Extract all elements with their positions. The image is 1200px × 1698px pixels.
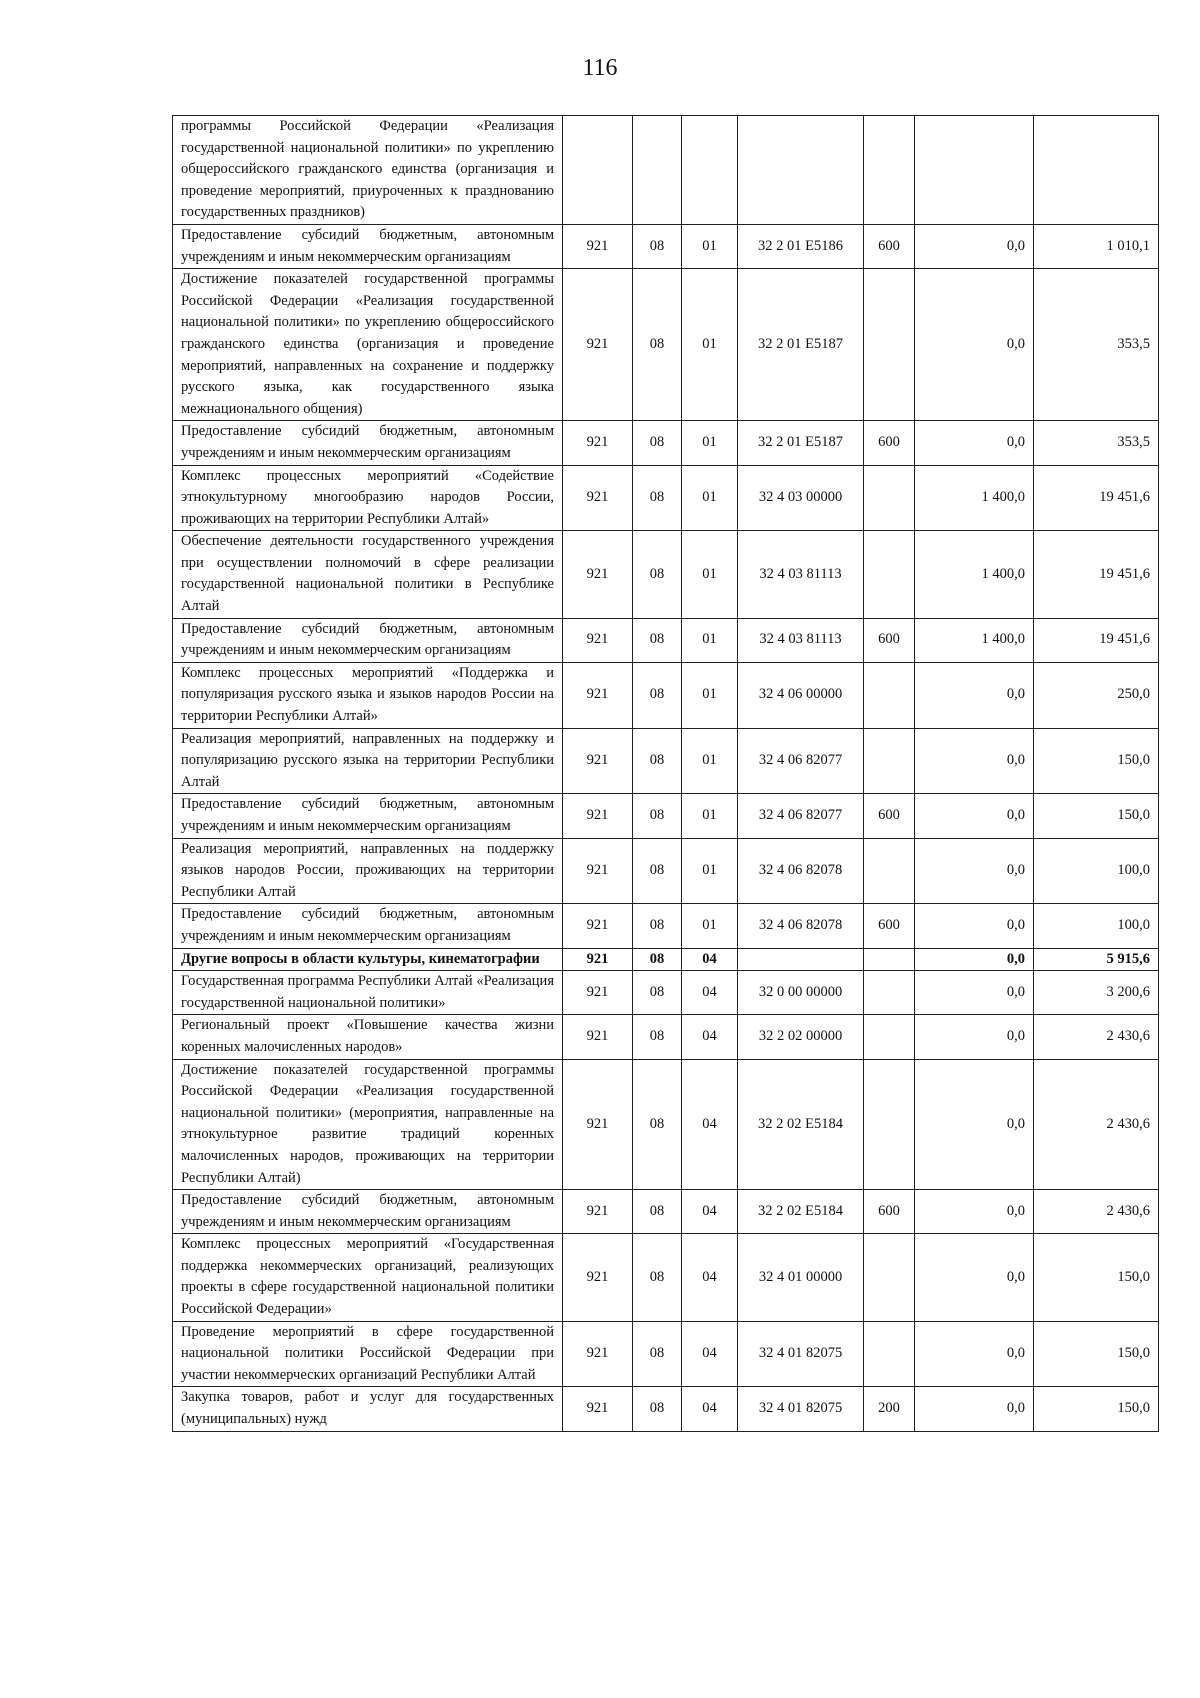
row-rz: 08 <box>633 794 682 838</box>
row-sum-1: 1 400,0 <box>915 465 1034 531</box>
row-vr: 600 <box>864 1190 915 1234</box>
row-gr: 921 <box>563 794 633 838</box>
row-csr: 32 4 03 81113 <box>738 531 864 618</box>
row-gr: 921 <box>563 531 633 618</box>
row-rz: 08 <box>633 421 682 465</box>
row-gr: 921 <box>563 618 633 662</box>
row-pr: 01 <box>682 421 738 465</box>
row-sum-1: 0,0 <box>915 838 1034 904</box>
row-vr <box>864 662 915 728</box>
page-number: 116 <box>582 55 618 81</box>
row-vr: 200 <box>864 1387 915 1431</box>
row-csr: 32 2 01 E5186 <box>738 224 864 268</box>
row-vr <box>864 269 915 421</box>
row-rz: 08 <box>633 948 682 971</box>
row-gr: 921 <box>563 1190 633 1234</box>
row-sum-2: 150,0 <box>1034 1321 1159 1387</box>
row-name: Проведение мероприятий в сфере государственной национальной политики Российской Федерации при участии некоммерческих организаций Республики Алтай <box>173 1321 563 1387</box>
row-sum-2: 150,0 <box>1034 728 1159 794</box>
row-sum-2: 250,0 <box>1034 662 1159 728</box>
table-row <box>173 904 1159 948</box>
row-gr: 921 <box>563 421 633 465</box>
row-sum-2: 353,5 <box>1034 269 1159 421</box>
row-csr: 32 4 01 82075 <box>738 1321 864 1387</box>
table-row <box>173 728 1159 794</box>
row-sum-1: 0,0 <box>915 794 1034 838</box>
row-vr <box>864 971 915 1015</box>
row-sum-2: 19 451,6 <box>1034 531 1159 618</box>
row-vr <box>864 838 915 904</box>
row-vr <box>864 1234 915 1321</box>
row-name: Комплекс процессных мероприятий «Государственная поддержка некоммерческих организаций, реализующих проекты в сфере государственной национальной политики Российской Федерации» <box>173 1234 563 1321</box>
table-row <box>173 1234 1159 1321</box>
row-csr: 32 2 02 00000 <box>738 1015 864 1059</box>
row-csr: 32 2 02 E5184 <box>738 1190 864 1234</box>
table-row <box>173 269 1159 421</box>
row-sum-2: 2 430,6 <box>1034 1059 1159 1190</box>
table-row <box>173 1015 1159 1059</box>
row-vr <box>864 1015 915 1059</box>
row-csr: 32 2 01 E5187 <box>738 421 864 465</box>
table-row <box>173 1321 1159 1387</box>
row-rz: 08 <box>633 224 682 268</box>
row-pr: 04 <box>682 971 738 1015</box>
row-gr: 921 <box>563 465 633 531</box>
table-row <box>173 465 1159 531</box>
row-sum-2: 1 010,1 <box>1034 224 1159 268</box>
row-vr <box>864 728 915 794</box>
row-rz: 08 <box>633 465 682 531</box>
row-gr: 921 <box>563 948 633 971</box>
row-sum-2: 100,0 <box>1034 904 1159 948</box>
row-sum-1: 0,0 <box>915 948 1034 971</box>
table-row <box>173 224 1159 268</box>
row-gr: 921 <box>563 1059 633 1190</box>
row-sum-2: 19 451,6 <box>1034 618 1159 662</box>
row-sum-2: 150,0 <box>1034 1234 1159 1321</box>
row-pr: 01 <box>682 618 738 662</box>
row-sum-2: 2 430,6 <box>1034 1015 1159 1059</box>
row-sum-2: 19 451,6 <box>1034 465 1159 531</box>
row-sum-2: 5 915,6 <box>1034 948 1159 971</box>
row-csr <box>738 948 864 971</box>
row-sum-2: 100,0 <box>1034 838 1159 904</box>
table-row <box>173 531 1159 618</box>
row-vr <box>864 116 915 225</box>
row-gr: 921 <box>563 269 633 421</box>
row-csr: 32 4 06 00000 <box>738 662 864 728</box>
row-rz: 08 <box>633 1015 682 1059</box>
row-rz: 08 <box>633 1234 682 1321</box>
row-sum-1: 0,0 <box>915 1190 1034 1234</box>
row-rz: 08 <box>633 904 682 948</box>
row-sum-2: 150,0 <box>1034 1387 1159 1431</box>
row-vr <box>864 531 915 618</box>
row-gr: 921 <box>563 838 633 904</box>
row-pr <box>682 116 738 225</box>
row-gr: 921 <box>563 1321 633 1387</box>
row-name: Предоставление субсидий бюджетным, автономным учреждениям и иным некоммерческим организациям <box>173 224 563 268</box>
row-pr: 01 <box>682 269 738 421</box>
row-gr: 921 <box>563 904 633 948</box>
row-pr: 01 <box>682 728 738 794</box>
row-name: Комплекс процессных мероприятий «Содействие этнокультурному многообразию народов России, проживающих на территории Республики Алтай» <box>173 465 563 531</box>
row-sum-1: 0,0 <box>915 904 1034 948</box>
row-gr: 921 <box>563 971 633 1015</box>
row-sum-1: 0,0 <box>915 224 1034 268</box>
budget-table <box>172 115 1159 1432</box>
row-pr: 04 <box>682 1387 738 1431</box>
row-vr <box>864 948 915 971</box>
row-rz: 08 <box>633 1387 682 1431</box>
row-gr: 921 <box>563 1015 633 1059</box>
row-sum-1: 0,0 <box>915 1015 1034 1059</box>
row-name: Достижение показателей государственной программы Российской Федерации «Реализация государственной национальной политики» по укреплению общероссийского гражданского единства (организация и проведение мероприятий, направленных на сохранение и поддержку русского языка, как государственного языка межнационального общения) <box>173 269 563 421</box>
row-vr <box>864 465 915 531</box>
row-csr: 32 4 06 82078 <box>738 904 864 948</box>
row-vr: 600 <box>864 618 915 662</box>
table-row <box>173 618 1159 662</box>
row-sum-1: 0,0 <box>915 269 1034 421</box>
row-vr <box>864 1059 915 1190</box>
row-csr <box>738 116 864 225</box>
row-vr: 600 <box>864 904 915 948</box>
row-pr: 04 <box>682 1015 738 1059</box>
table-row <box>173 948 1159 971</box>
row-sum-1: 0,0 <box>915 662 1034 728</box>
row-rz: 08 <box>633 531 682 618</box>
row-name: Реализация мероприятий, направленных на поддержку и популяризацию русского языка на территории Республики Алтай <box>173 728 563 794</box>
row-csr: 32 4 06 82078 <box>738 838 864 904</box>
row-vr: 600 <box>864 421 915 465</box>
row-pr: 04 <box>682 1234 738 1321</box>
table-row <box>173 1059 1159 1190</box>
row-csr: 32 0 00 00000 <box>738 971 864 1015</box>
row-sum-2: 150,0 <box>1034 794 1159 838</box>
table-row <box>173 838 1159 904</box>
row-name: Другие вопросы в области культуры, кинематографии <box>173 948 563 971</box>
row-sum-1: 1 400,0 <box>915 618 1034 662</box>
row-sum-1: 0,0 <box>915 1059 1034 1190</box>
row-name: Достижение показателей государственной программы Российской Федерации «Реализация государственной национальной политики» (мероприятия, направленные на этнокультурное развитие традиций коренных малочисленных народов, проживающих на территории Республики Алтай) <box>173 1059 563 1190</box>
row-pr: 04 <box>682 948 738 971</box>
row-rz: 08 <box>633 971 682 1015</box>
row-name: Предоставление субсидий бюджетным, автономным учреждениям и иным некоммерческим организациям <box>173 904 563 948</box>
row-pr: 04 <box>682 1190 738 1234</box>
row-rz: 08 <box>633 618 682 662</box>
row-pr: 01 <box>682 838 738 904</box>
row-name: Комплекс процессных мероприятий «Поддержка и популяризация русского языка и языков народов России на территории Республики Алтай» <box>173 662 563 728</box>
row-gr: 921 <box>563 1387 633 1431</box>
table-row <box>173 1190 1159 1234</box>
row-name: Закупка товаров, работ и услуг для государственных (муниципальных) нужд <box>173 1387 563 1431</box>
row-gr: 921 <box>563 1234 633 1321</box>
row-sum-1: 0,0 <box>915 1387 1034 1431</box>
row-sum-1: 0,0 <box>915 1234 1034 1321</box>
row-sum-1: 0,0 <box>915 1321 1034 1387</box>
row-rz: 08 <box>633 269 682 421</box>
table-row <box>173 971 1159 1015</box>
row-rz: 08 <box>633 728 682 794</box>
row-name: Реализация мероприятий, направленных на поддержку языков народов России, проживающих на территории Республики Алтай <box>173 838 563 904</box>
row-sum-1: 1 400,0 <box>915 531 1034 618</box>
row-vr <box>864 1321 915 1387</box>
table-row <box>173 794 1159 838</box>
row-pr: 01 <box>682 904 738 948</box>
row-pr: 04 <box>682 1059 738 1190</box>
row-pr: 04 <box>682 1321 738 1387</box>
table-row <box>173 1387 1159 1431</box>
table-row <box>173 421 1159 465</box>
row-pr: 01 <box>682 224 738 268</box>
row-sum-1: 0,0 <box>915 728 1034 794</box>
row-name: Предоставление субсидий бюджетным, автономным учреждениям и иным некоммерческим организациям <box>173 794 563 838</box>
row-rz: 08 <box>633 1321 682 1387</box>
row-name: Государственная программа Республики Алтай «Реализация государственной национальной политики» <box>173 971 563 1015</box>
table-row <box>173 116 1159 225</box>
row-gr: 921 <box>563 662 633 728</box>
row-sum-2: 353,5 <box>1034 421 1159 465</box>
row-sum-1 <box>915 116 1034 225</box>
row-csr: 32 2 02 E5184 <box>738 1059 864 1190</box>
row-name: Региональный проект «Повышение качества жизни коренных малочисленных народов» <box>173 1015 563 1059</box>
row-name: Предоставление субсидий бюджетным, автономным учреждениям и иным некоммерческим организациям <box>173 618 563 662</box>
row-csr: 32 4 06 82077 <box>738 794 864 838</box>
row-csr: 32 4 01 82075 <box>738 1387 864 1431</box>
row-sum-1: 0,0 <box>915 971 1034 1015</box>
row-csr: 32 4 01 00000 <box>738 1234 864 1321</box>
row-name: Предоставление субсидий бюджетным, автономным учреждениям и иным некоммерческим организациям <box>173 421 563 465</box>
row-vr: 600 <box>864 794 915 838</box>
row-vr: 600 <box>864 224 915 268</box>
row-csr: 32 4 03 00000 <box>738 465 864 531</box>
row-sum-1: 0,0 <box>915 421 1034 465</box>
row-sum-2: 2 430,6 <box>1034 1190 1159 1234</box>
row-name: программы Российской Федерации «Реализация государственной национальной политики» по укреплению общероссийского гражданского единства (организация и проведение мероприятий, приуроченных к празднованию государственных праздников) <box>173 116 563 225</box>
row-sum-2: 3 200,6 <box>1034 971 1159 1015</box>
row-name: Обеспечение деятельности государственного учреждения при осуществлении полномочий в сфере реализации государственной национальной политики в Республике Алтай <box>173 531 563 618</box>
row-pr: 01 <box>682 662 738 728</box>
row-pr: 01 <box>682 794 738 838</box>
row-name: Предоставление субсидий бюджетным, автономным учреждениям и иным некоммерческим организациям <box>173 1190 563 1234</box>
row-csr: 32 4 06 82077 <box>738 728 864 794</box>
row-csr: 32 4 03 81113 <box>738 618 864 662</box>
row-gr <box>563 116 633 225</box>
row-gr: 921 <box>563 728 633 794</box>
row-rz: 08 <box>633 1059 682 1190</box>
table-row <box>173 662 1159 728</box>
row-rz <box>633 116 682 225</box>
row-csr: 32 2 01 E5187 <box>738 269 864 421</box>
row-pr: 01 <box>682 531 738 618</box>
row-rz: 08 <box>633 838 682 904</box>
row-sum-2 <box>1034 116 1159 225</box>
row-gr: 921 <box>563 224 633 268</box>
row-rz: 08 <box>633 662 682 728</box>
row-pr: 01 <box>682 465 738 531</box>
row-rz: 08 <box>633 1190 682 1234</box>
